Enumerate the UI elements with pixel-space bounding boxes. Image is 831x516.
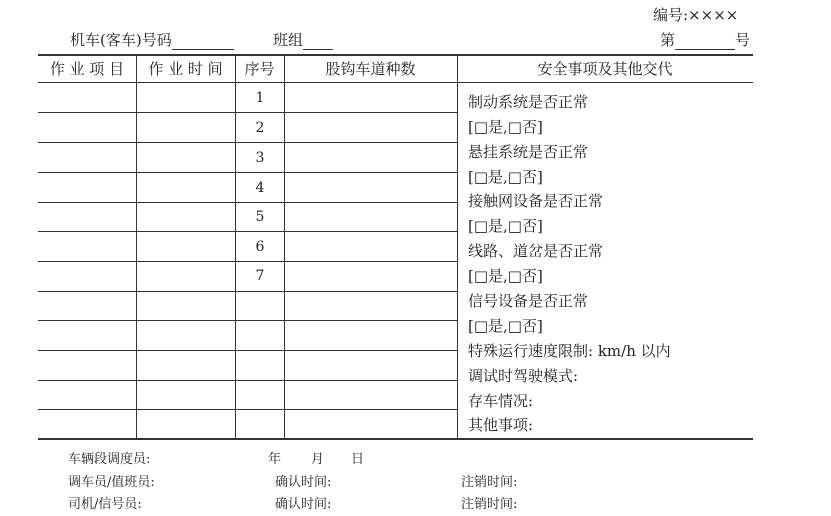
- note-driving-mode: 调试时驾驶模式:: [468, 367, 579, 385]
- note-signal-checkbox[interactable]: [□是,□否]: [468, 317, 543, 335]
- cancel-time-label: 注销时间:: [461, 497, 518, 512]
- table-bottom-border: [38, 438, 753, 440]
- date-month: 月: [311, 452, 325, 467]
- form-number-prefix: 第: [660, 31, 676, 49]
- note-catenary: 接触网设备是否正常: [468, 192, 604, 210]
- header-work-item: 作 业 项 目: [49, 60, 125, 78]
- note-suspension-system: 悬挂系统是否正常: [468, 143, 589, 161]
- date-day: 日: [351, 452, 365, 467]
- yard-operator-label: 调车员/值班员:: [68, 475, 155, 490]
- confirm-time-label: 确认时间:: [275, 497, 332, 512]
- cancel-time-label: 注销时间:: [461, 475, 518, 490]
- row-number: 6: [255, 239, 265, 255]
- row-line: [38, 350, 457, 351]
- form-number-field[interactable]: [660, 29, 750, 50]
- date-year: 年: [268, 452, 282, 467]
- row-line: [38, 320, 457, 321]
- row-line: [38, 172, 457, 173]
- note-brake-system: 制动系统是否正常: [468, 93, 589, 111]
- row-number: 4: [255, 180, 265, 196]
- col-divider-4: [457, 55, 458, 438]
- row-line: [38, 231, 457, 232]
- note-storage-status: 存车情况:: [468, 392, 534, 410]
- row-line: [38, 112, 457, 113]
- table-header-divider: [38, 82, 753, 83]
- row-line: [38, 380, 457, 381]
- team-blank[interactable]: [303, 35, 333, 50]
- row-number: 3: [255, 150, 265, 166]
- row-line: [38, 291, 457, 292]
- dispatcher-label: 车辆段调度员:: [68, 452, 151, 467]
- note-suspension-checkbox[interactable]: [□是,□否]: [468, 168, 543, 186]
- locomotive-number-label: 机车(客车)号码: [70, 31, 172, 49]
- driver-label: 司机/信号员:: [68, 497, 142, 512]
- row-number: 7: [255, 268, 265, 284]
- header-safety-notes: 安全事项及其他交代: [537, 60, 673, 78]
- locomotive-number-blank[interactable]: [172, 35, 234, 50]
- row-line: [38, 409, 457, 410]
- row-number: 2: [255, 120, 265, 136]
- header-track-types: 股钩车道种数: [325, 60, 416, 78]
- row-line: [38, 202, 457, 203]
- serial-number: 编号:××××: [653, 6, 739, 24]
- note-brake-checkbox[interactable]: [□是,□否]: [468, 118, 543, 136]
- team-label: 班组: [273, 31, 304, 49]
- header-sequence: 序号: [244, 60, 275, 78]
- note-track-switch: 线路、道岔是否正常: [468, 242, 604, 260]
- row-number: 5: [255, 209, 265, 225]
- confirm-time-label: 确认时间:: [275, 475, 332, 490]
- form-number-blank[interactable]: [675, 35, 735, 50]
- header-work-time: 作 业 时 间: [148, 60, 223, 78]
- note-other-items: 其他事项:: [468, 416, 534, 434]
- row-line: [38, 261, 457, 262]
- row-line: [38, 142, 457, 143]
- note-catenary-checkbox[interactable]: [□是,□否]: [468, 217, 543, 235]
- locomotive-number-field[interactable]: [70, 29, 234, 50]
- form-number-suffix: 号: [735, 31, 751, 49]
- note-signal-equipment: 信号设备是否正常: [468, 292, 589, 310]
- note-track-switch-checkbox[interactable]: [□是,□否]: [468, 267, 543, 285]
- team-field[interactable]: [273, 29, 333, 50]
- row-number: 1: [255, 90, 265, 106]
- note-speed-limit: 特殊运行速度限制: km/h 以内: [468, 342, 671, 360]
